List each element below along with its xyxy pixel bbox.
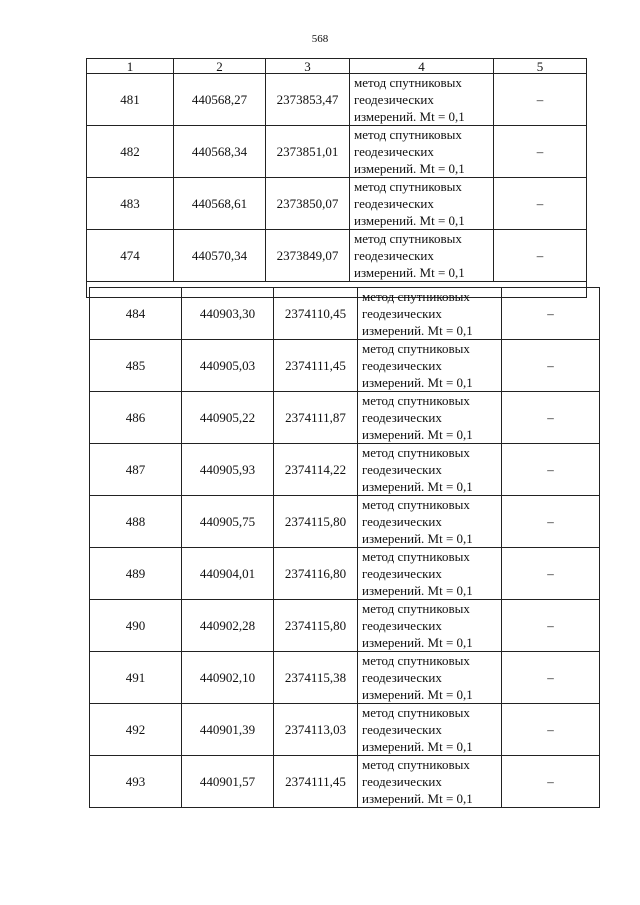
method (358, 756, 502, 808)
col-header-5: 5 (494, 59, 587, 74)
y-coordinate: 2374116,80 (274, 548, 358, 600)
point-number: 486 (90, 392, 182, 444)
table-row (87, 178, 587, 230)
table-row (87, 126, 587, 178)
x-coordinate: 440568,34 (174, 126, 266, 178)
method-line: измерений. Mt = 0,1 (362, 739, 473, 754)
point-number: 474 (87, 230, 174, 282)
method-line: метод спутниковых (354, 127, 462, 142)
table-row (90, 340, 600, 392)
method (350, 126, 494, 178)
y-coordinate: 2374111,87 (274, 392, 358, 444)
method-line: измерений. Mt = 0,1 (354, 265, 465, 280)
table-row (90, 756, 600, 808)
y-coordinate: 2374111,45 (274, 340, 358, 392)
x-coordinate: 440905,93 (182, 444, 274, 496)
point-number: 490 (90, 600, 182, 652)
y-coordinate: 2373849,07 (266, 230, 350, 282)
coordinates-table (86, 58, 587, 298)
method-line: метод спутниковых (354, 75, 462, 90)
y-coordinate: 2374110,45 (274, 288, 358, 340)
method-line: метод спутниковых (362, 393, 470, 408)
method-line: метод спутниковых (362, 757, 470, 772)
table-row (90, 496, 600, 548)
point-number: 491 (90, 652, 182, 704)
column-5: – (502, 392, 600, 444)
method-line: метод спутниковых (354, 231, 462, 246)
method-line: измерений. Mt = 0,1 (362, 687, 473, 702)
method (358, 340, 502, 392)
method-line: метод спутниковых (362, 549, 470, 564)
table-row (90, 600, 600, 652)
method-line: метод спутниковых (362, 653, 470, 668)
column-5: – (502, 756, 600, 808)
table-row (90, 652, 600, 704)
method-line: измерений. Mt = 0,1 (362, 323, 473, 338)
column-5: – (494, 74, 587, 126)
column-5: – (494, 178, 587, 230)
method (358, 288, 502, 340)
table-row (90, 288, 600, 340)
y-coordinate: 2374115,80 (274, 496, 358, 548)
column-5: – (494, 230, 587, 282)
column-5: – (502, 444, 600, 496)
method-line: геодезических (362, 722, 442, 737)
x-coordinate: 440568,27 (174, 74, 266, 126)
x-coordinate: 440905,75 (182, 496, 274, 548)
y-coordinate: 2374111,45 (274, 756, 358, 808)
method-line: измерений. Mt = 0,1 (354, 109, 465, 124)
y-coordinate: 2374115,80 (274, 600, 358, 652)
point-number: 489 (90, 548, 182, 600)
method (358, 392, 502, 444)
method-line: измерений. Mt = 0,1 (362, 791, 473, 806)
method-line: геодезических (362, 358, 442, 373)
point-number: 484 (90, 288, 182, 340)
method-line: геодезических (362, 774, 442, 789)
method-line: геодезических (362, 670, 442, 685)
method (358, 652, 502, 704)
x-coordinate: 440568,61 (174, 178, 266, 230)
column-5: – (502, 496, 600, 548)
method-line: измерений. Mt = 0,1 (354, 161, 465, 176)
method-line: геодезических (354, 144, 434, 159)
page-number: 568 (311, 33, 329, 45)
method-line: метод спутниковых (354, 179, 462, 194)
col-header-4: 4 (350, 59, 494, 74)
point-number: 487 (90, 444, 182, 496)
point-number: 483 (87, 178, 174, 230)
method-line: геодезических (362, 566, 442, 581)
x-coordinate: 440904,01 (182, 548, 274, 600)
method (350, 178, 494, 230)
point-number: 492 (90, 704, 182, 756)
point-number: 493 (90, 756, 182, 808)
y-coordinate: 2374114,22 (274, 444, 358, 496)
col-header-2: 2 (174, 59, 266, 74)
method-line: метод спутниковых (362, 289, 470, 304)
table-row (90, 548, 600, 600)
y-coordinate: 2374115,38 (274, 652, 358, 704)
method (350, 230, 494, 282)
method-line: геодезических (362, 514, 442, 529)
column-5: – (494, 126, 587, 178)
y-coordinate: 2373851,01 (266, 126, 350, 178)
x-coordinate: 440570,34 (174, 230, 266, 282)
x-coordinate: 440901,39 (182, 704, 274, 756)
method-line: метод спутниковых (362, 497, 470, 512)
x-coordinate: 440902,28 (182, 600, 274, 652)
table-row (87, 230, 587, 282)
col-header-3: 3 (266, 59, 350, 74)
method-line: геодезических (362, 618, 442, 633)
point-number: 488 (90, 496, 182, 548)
x-coordinate: 440901,57 (182, 756, 274, 808)
table-row (90, 704, 600, 756)
y-coordinate: 2373850,07 (266, 178, 350, 230)
method-line: метод спутниковых (362, 341, 470, 356)
method-line: измерений. Mt = 0,1 (362, 427, 473, 442)
x-coordinate: 440902,10 (182, 652, 274, 704)
y-coordinate: 2373853,47 (266, 74, 350, 126)
method-line: геодезических (354, 196, 434, 211)
column-5: – (502, 704, 600, 756)
header-row (87, 59, 587, 74)
method-line: геодезических (354, 92, 434, 107)
method-line: измерений. Mt = 0,1 (362, 583, 473, 598)
coordinates-table-2 (89, 287, 600, 808)
x-coordinate: 440905,03 (182, 340, 274, 392)
x-coordinate: 440905,22 (182, 392, 274, 444)
method-line: измерений. Mt = 0,1 (362, 531, 473, 546)
column-5: – (502, 340, 600, 392)
method-line: геодезических (362, 462, 442, 477)
method-line: измерений. Mt = 0,1 (362, 635, 473, 650)
method (358, 704, 502, 756)
column-5: – (502, 288, 600, 340)
method-line: измерений. Mt = 0,1 (362, 375, 473, 390)
y-coordinate: 2374113,03 (274, 704, 358, 756)
point-number: 481 (87, 74, 174, 126)
method-line: измерений. Mt = 0,1 (362, 479, 473, 494)
method (358, 600, 502, 652)
table-row (90, 392, 600, 444)
point-number: 485 (90, 340, 182, 392)
method-line: измерений. Mt = 0,1 (354, 213, 465, 228)
method-line: метод спутниковых (362, 445, 470, 460)
table-row (87, 74, 587, 126)
method (358, 548, 502, 600)
method-line: геодезических (362, 410, 442, 425)
method-line: геодезических (354, 248, 434, 263)
x-coordinate: 440903,30 (182, 288, 274, 340)
method (350, 74, 494, 126)
point-number: 482 (87, 126, 174, 178)
method-line: геодезических (362, 306, 442, 321)
column-5: – (502, 548, 600, 600)
column-5: – (502, 652, 600, 704)
col-header-1: 1 (87, 59, 174, 74)
method-line: метод спутниковых (362, 705, 470, 720)
method-line: метод спутниковых (362, 601, 470, 616)
column-5: – (502, 600, 600, 652)
table-row (90, 444, 600, 496)
method (358, 496, 502, 548)
method (358, 444, 502, 496)
